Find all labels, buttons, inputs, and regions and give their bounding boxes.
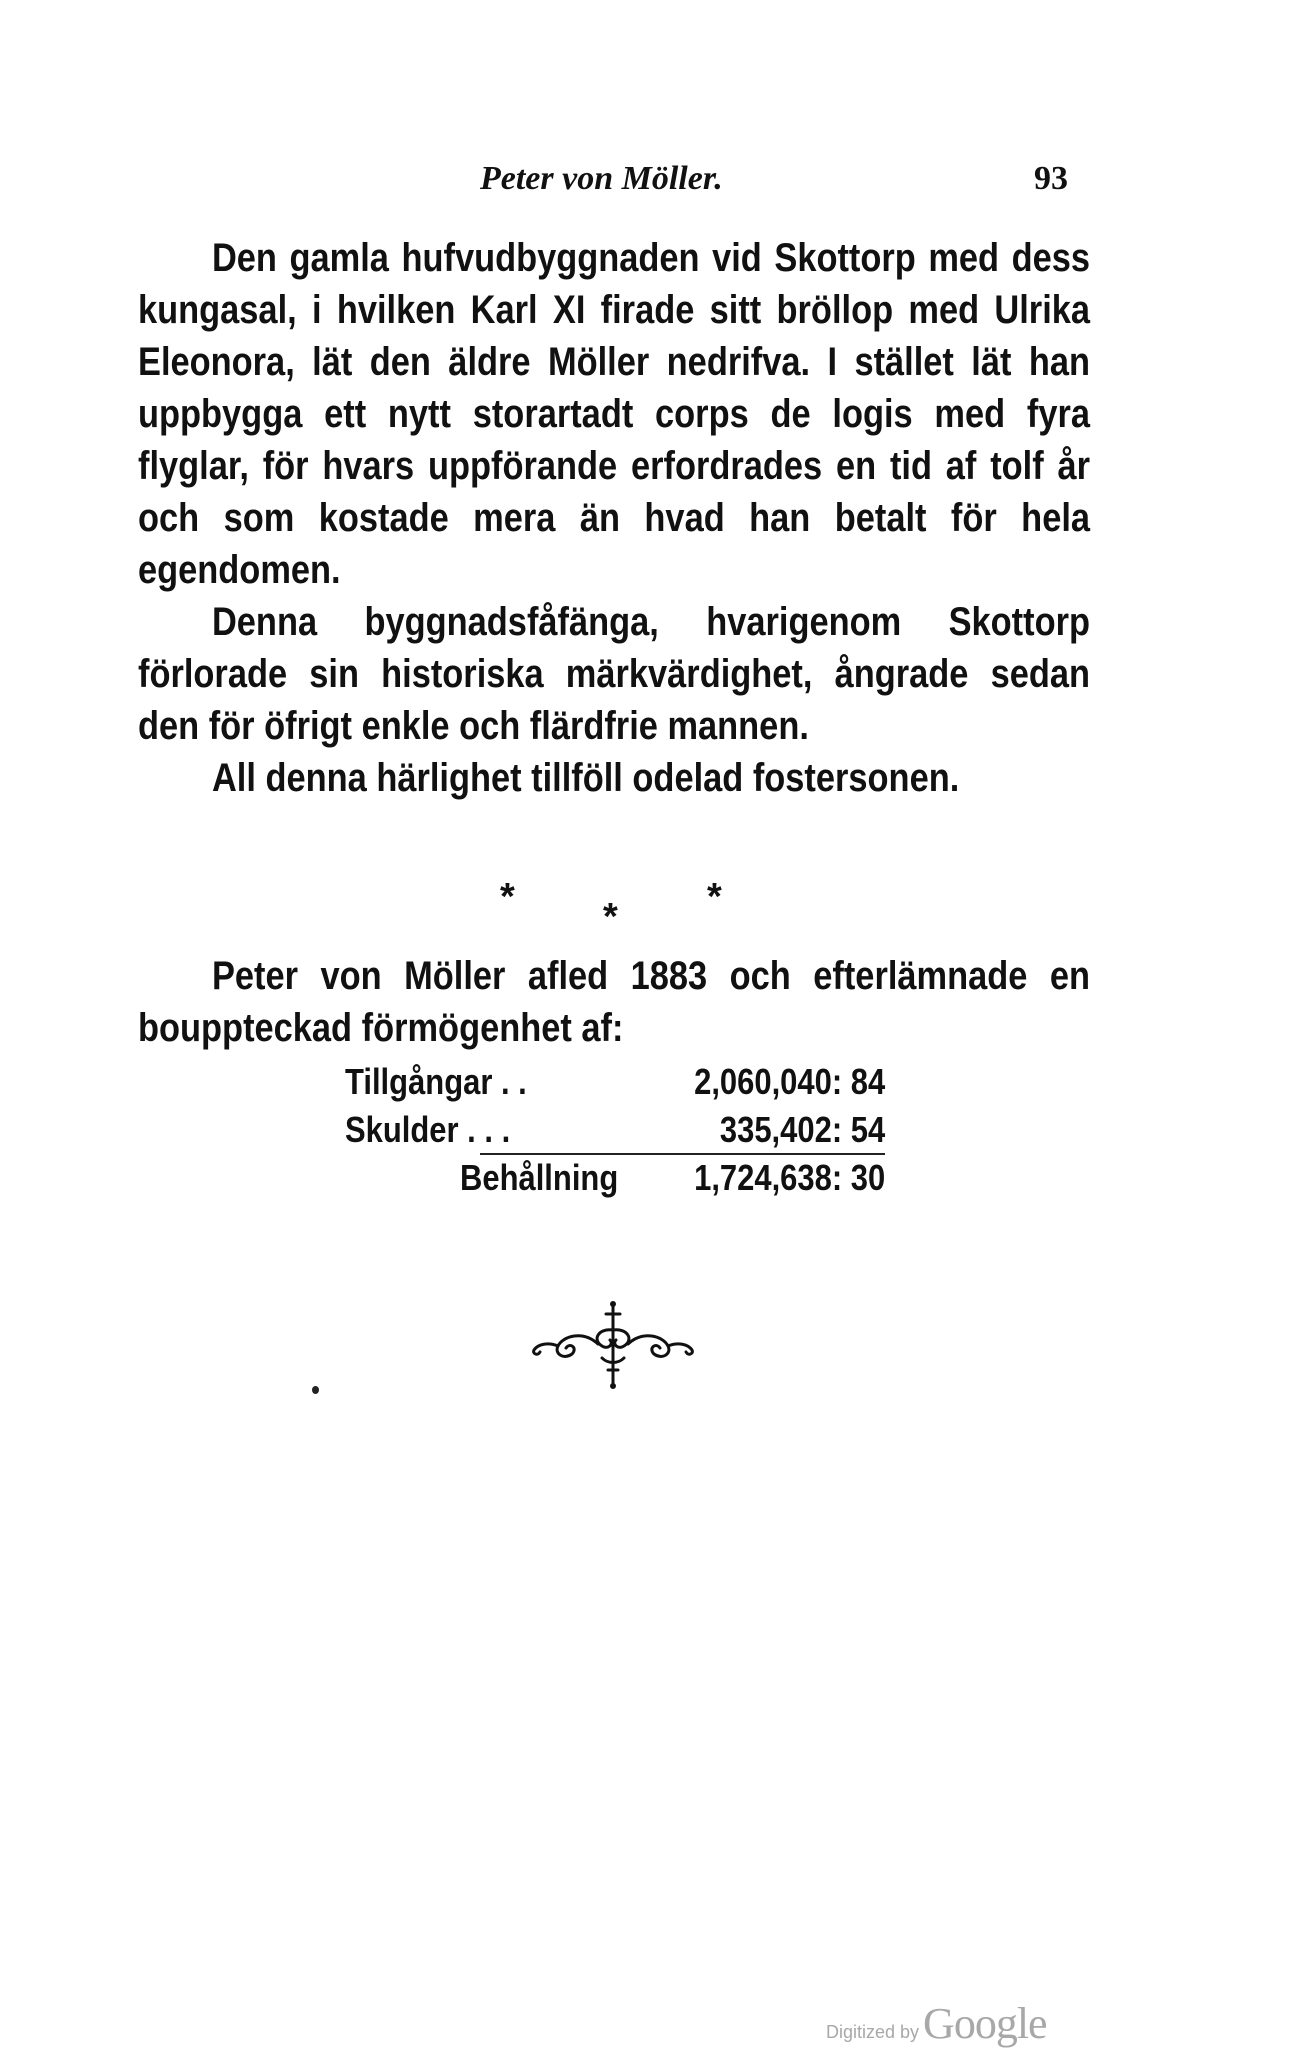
google-logo: Google xyxy=(923,1999,1047,2048)
ledger-label-balance: Behållning xyxy=(460,1157,619,1198)
print-speck xyxy=(312,1386,319,1394)
estate-text: Peter von Möller afled 1883 och efterlämnade en bouppteckad förmögenhet af: xyxy=(138,954,1091,1050)
page-number: 93 xyxy=(1034,160,1068,197)
ledger-value-balance: 1,724,638: 30 xyxy=(693,1157,885,1198)
ledger-row xyxy=(345,1106,885,1154)
paragraph-3: All denna härlighet tillföll odelad fostersonen. xyxy=(211,756,960,800)
paragraph-2: Denna byggnadsfåfänga, hvarigenom Skottorp förlorade sin historiska märkvärdighet, ångrade sedan den för öfrigt enkle och flärdfrie mannen. xyxy=(138,600,1091,748)
asterisk-left: * xyxy=(500,876,515,918)
estate-paragraph xyxy=(138,950,1090,1054)
ledger-row xyxy=(345,1058,885,1106)
ledger-label-debts: Skulder . . . xyxy=(345,1109,511,1150)
body-text xyxy=(138,232,1090,804)
fleuron-ornament-icon xyxy=(528,1300,698,1390)
digitized-watermark xyxy=(826,1998,1047,2049)
running-title: Peter von Möller. xyxy=(480,160,723,197)
section-separator xyxy=(0,876,1300,936)
paragraph-1: Den gamla hufvudbyggnaden vid Skottorp med dess kungasal, i hvilken Karl XI firade sitt bröllop med Ulrika Eleonora, lät den äldre Möller nedrifva. I stället lät han uppbygga ett nytt storartadt corps de logis med fyra flyglar, för hvars uppförande erfordrades en tid af tolf år och som kostade mera än hvad han betalt för hela egendomen. xyxy=(138,236,1091,592)
ledger-label-assets: Tillgångar . . xyxy=(345,1061,527,1102)
ledger-value-assets: 2,060,040: 84 xyxy=(693,1061,885,1102)
estate-ledger xyxy=(345,1058,885,1202)
asterisk-center: * xyxy=(603,896,618,938)
ledger-row-total xyxy=(345,1154,885,1202)
watermark-prefix: Digitized by xyxy=(826,2022,920,2042)
asterisk-right: * xyxy=(707,876,722,918)
ledger-value-debts: 335,402: 54 xyxy=(719,1109,885,1150)
running-head xyxy=(140,160,1090,210)
